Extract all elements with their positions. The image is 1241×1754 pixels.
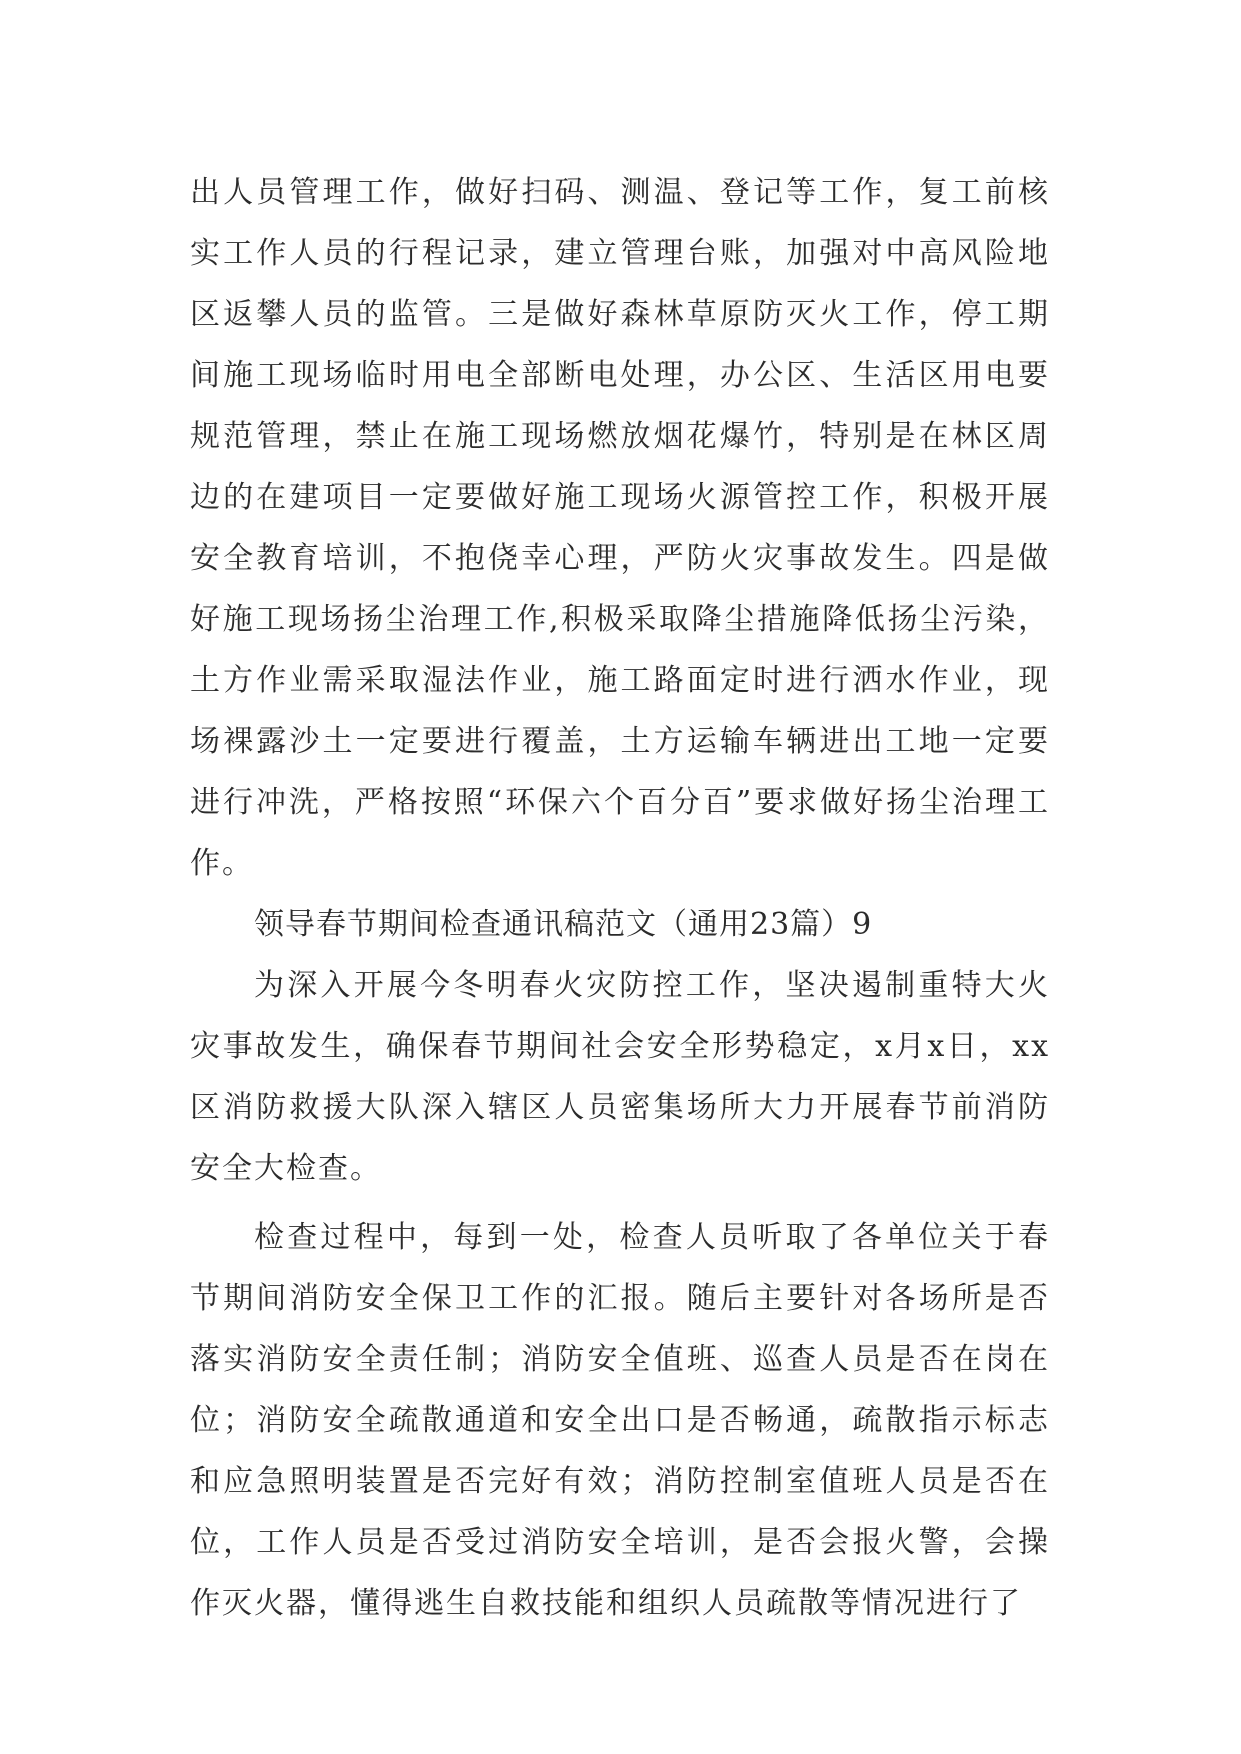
- paragraph-continued: 出人员管理工作，做好扫码、测温、登记等工作，复工前核实工作人员的行程记录，建立管理台账，加强对中高风险地区返攀人员的监管。三是做好森林草原防灭火工作，停工期间施工现场临时用电全部断电处理，办公区、生活区用电要规范管理，禁止在施工现场燃放烟花爆竹，特别是在林区周边的在建项目一定要做好施工现场火源管控工作，积极开展安全教育培训，不抱侥幸心理，严防火灾事故发生。四是做好施工现场扬尘治理工作,积极采取降尘措施降低扬尘污染，土方作业需采取湿法作业，施工路面定时进行洒水作业，现场裸露沙土一定要进行覆盖，土方运输车辆进出工地一定要进行冲洗，严格按照“环保六个百分百”要求做好扬尘治理工作。: [190, 175, 1050, 881]
- document-body: [190, 162, 1050, 1634]
- paragraph-intro: 为深入开展今冬明春火灾防控工作，坚决遏制重特大火灾事故发生，确保春节期间社会安全形势稳定，x月x日，xx区消防救援大队深入辖区人员密集场所大力开展春节前消防安全大检查。: [190, 968, 1050, 1186]
- paragraph-inspection: 检查过程中，每到一处，检查人员听取了各单位关于春节期间消防安全保卫工作的汇报。随后主要针对各场所是否落实消防安全责任制；消防安全值班、巡查人员是否在岗在位；消防安全疏散通道和安全出口是否畅通，疏散指示标志和应急照明装置是否完好有效；消防控制室值班人员是否在位，工作人员是否受过消防安全培训，是否会报火警，会操作灭火器，懂得逃生自救技能和组织人员疏散等情况进行了: [190, 1220, 1050, 1621]
- section-heading: 领导春节期间检查通讯稿范文（通用23篇）9: [254, 907, 873, 942]
